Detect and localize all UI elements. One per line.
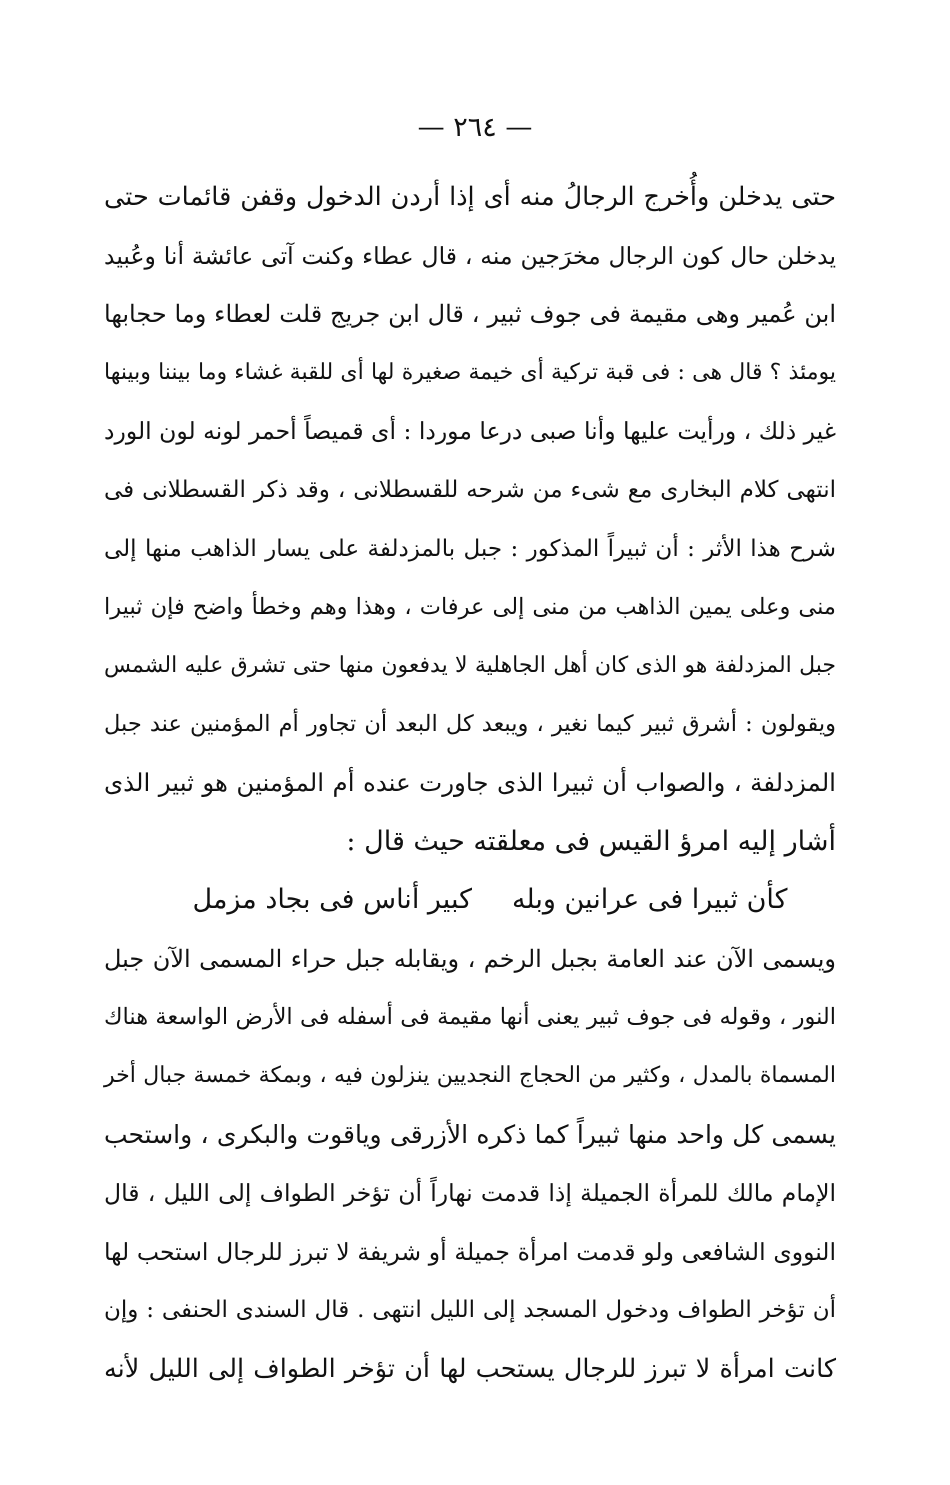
text-line: المزدلفة ، والصواب أن ثبيرا الذى جاورت عنده أم المؤمنين هو ثبير الذى	[104, 767, 836, 797]
text-line: ويسمى الآن عند العامة بجبل الرخم ، ويقابله جبل حراء المسمى الآن جبل	[104, 944, 836, 973]
text-line: ويقولون : أشرق ثبير كيما نغير ، ويبعد كل البعد أن تجاور أم المؤمنين عند جبل	[104, 711, 836, 738]
text-line: شرح هذا الأثر : أن ثبيراً المذكور : جبل بالمزدلفة على يسار الذاهب منها إلى	[104, 535, 836, 562]
text-line: يومئذ ؟ قال هى : فى قبة تركية أى خيمة صغيرة لها أى للقبة غشاء وما بيننا وبينها	[104, 359, 836, 385]
page-number: — ٢٦٤ —	[417, 112, 533, 143]
text-line: النور ، وقوله فى جوف ثبير يعنى أنها مقيمة فى أسفله فى الأرض الواسعة هناك	[104, 1004, 836, 1031]
poetry-verse	[104, 871, 836, 930]
text-line: يدخلن حال كون الرجال مخرَجين منه ، قال عطاء وكنت آتى عائشة أنا وعُبيد	[104, 241, 836, 270]
text-line: حتى يدخلن وأُخرج الرجالُ منه أى إذا أردن الدخول وقفن قائمات حتى	[104, 182, 836, 212]
body-text	[104, 168, 836, 1398]
text-line: الإمام مالك للمرأة الجميلة إذا قدمت نهاراً أن تؤخر الطواف إلى الليل ، قال	[104, 1179, 836, 1208]
text-line: منى وعلى يمين الذاهب من منى إلى عرفات ، وهذا وهم وخطأ واضح فإن ثبيرا	[104, 594, 836, 621]
text-line: غير ذلك ، ورأيت عليها وأنا صبى درعا موردا : أى قميصاً أحمر لونه لون الورد	[104, 417, 836, 446]
verse-second-hemistich: كبير أناس فى بجاد مزمل	[192, 884, 472, 916]
text-line: يسمى كل واحد منها ثبيراً كما ذكره الأزرقى وياقوت والبكرى ، واستحب	[104, 1119, 836, 1149]
text-line: أشار إليه امرؤ القيس فى معلقته حيث قال :	[346, 825, 836, 857]
text-line: كانت امرأة لا تبرز للرجال يستحب لها أن تؤخر الطواف إلى الليل لأنه	[104, 1353, 836, 1384]
text-line: أن تؤخر الطواف ودخول المسجد إلى الليل انتهى . قال السندى الحنفى : وإن	[104, 1297, 836, 1324]
text-line: ابن عُمير وهى مقيمة فى جوف ثبير ، قال ابن جريج قلت لعطاء وما حجابها	[104, 300, 836, 329]
text-line: النووى الشافعى ولو قدمت امرأة جميلة أو شريفة لا تبرز للرجال استحب لها	[104, 1237, 836, 1266]
text-line: جبل المزدلفة هو الذى كان أهل الجاهلية لا يدفعون منها حتى تشرق عليه الشمس	[104, 652, 836, 678]
text-line: المسماة بالمدل ، وكثير من الحجاج النجديين ينزلون فيه ، وبمكة خمسة جبال أخر	[104, 1062, 836, 1088]
text-line: انتهى كلام البخارى مع شىء من شرحه للقسطلانى ، وقد ذكر القسطلانى فى	[104, 476, 836, 503]
verse-first-hemistich: كأن ثبيرا فى عرانين وبله	[511, 884, 788, 916]
